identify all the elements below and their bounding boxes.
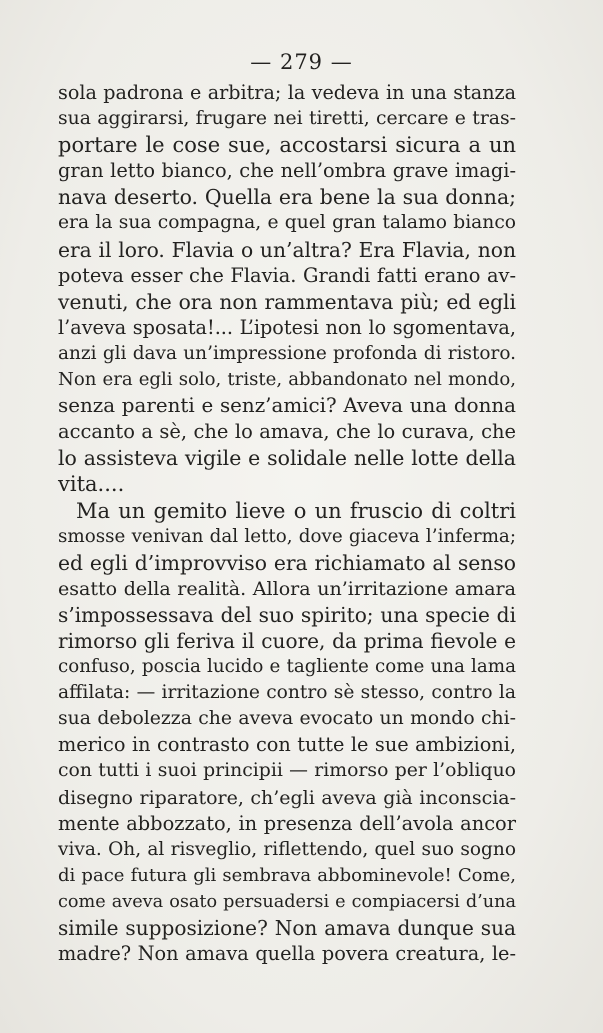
text-line: anzi gli dava un’impressione profonda di ristoro. [58, 342, 516, 364]
text-line: come aveva osato persuadersi e compiacersi d’una [58, 891, 516, 912]
text-line: senza parenti e senz’amici? Aveva una donna [58, 394, 516, 418]
text-line: Ma un gemito lieve o un fruscio di coltri [76, 498, 516, 523]
text-line: era la sua compagna, e quel gran talamo bianco [58, 212, 516, 234]
text-line: rimorso gli feriva il cuore, da prima fievole e [58, 628, 516, 653]
text-line: venuti, che ora non rammentava più; ed egli [58, 289, 516, 314]
text-line: viva. Oh, al risveglio, riflettendo, quel suo sogno [58, 838, 516, 860]
page-number: — 279 — [250, 50, 353, 74]
text-line: portare le cose sue, accostarsi sicura a un [58, 133, 516, 158]
text-line: confuso, poscia lucido e tagliente come una lama [58, 656, 516, 678]
text-line: gran letto bianco, che nell’ombra grave imagi- [58, 159, 516, 183]
text-line: smosse venivan dal letto, dove giaceva l’inferma; [58, 525, 516, 547]
text-line: lo assisteva vigile e solidale nelle lotte della [58, 446, 516, 471]
text-line: sua aggirarsi, frugare nei tiretti, cercare e tras- [58, 108, 516, 130]
paragraph [58, 80, 516, 498]
text-line: di pace futura gli sembrava abbominevole! Come, [58, 864, 516, 886]
text-line: Non era egli solo, triste, abbandonato nel mondo, [58, 369, 516, 391]
text-line: disegno riparatore, ch’egli aveva già inconscia- [58, 786, 516, 809]
text-line: sua debolezza che aveva evocato un mondo chi- [58, 708, 516, 730]
text-line: l’aveva sposata!... L’ipotesi non lo sgomentava, [58, 315, 516, 339]
body-text [58, 80, 516, 967]
paragraph [58, 498, 516, 968]
text-line: sola padrona e arbitra; la vedeva in una stanza [58, 81, 516, 104]
text-line: era il loro. Flavia o un’altra? Era Flavia, non [58, 237, 516, 262]
text-line: esatto della realità. Allora un’irritazione amara [58, 577, 516, 600]
text-line: simile supposizione? Non amava dunque sua [58, 916, 516, 940]
text-line: ed egli d’improvviso era richiamato al senso [58, 550, 516, 575]
text-line: merico in contrasto con tutte le sue ambizioni, [58, 733, 516, 757]
text-line: affilata: — irritazione contro sè stesso, contro la [58, 682, 516, 704]
text-line: mente abbozzato, in presenza dell’avola ancor [58, 811, 516, 835]
text-line: accanto a sè, che lo amava, che lo curava, che [58, 420, 516, 444]
text-line: nava deserto. Quella era bene la sua donna; [58, 185, 516, 210]
text-line: poteva esser che Flavia. Grandi fatti erano av- [58, 263, 516, 287]
text-line: con tutti i suoi principii — rimorso per l’obliquo [58, 760, 516, 782]
text-line: madre? Non amava quella povera creatura, le- [58, 942, 516, 966]
text-line: vita.... [58, 472, 125, 497]
text-line: s’impossessava del suo spirito; una specie di [58, 602, 516, 627]
